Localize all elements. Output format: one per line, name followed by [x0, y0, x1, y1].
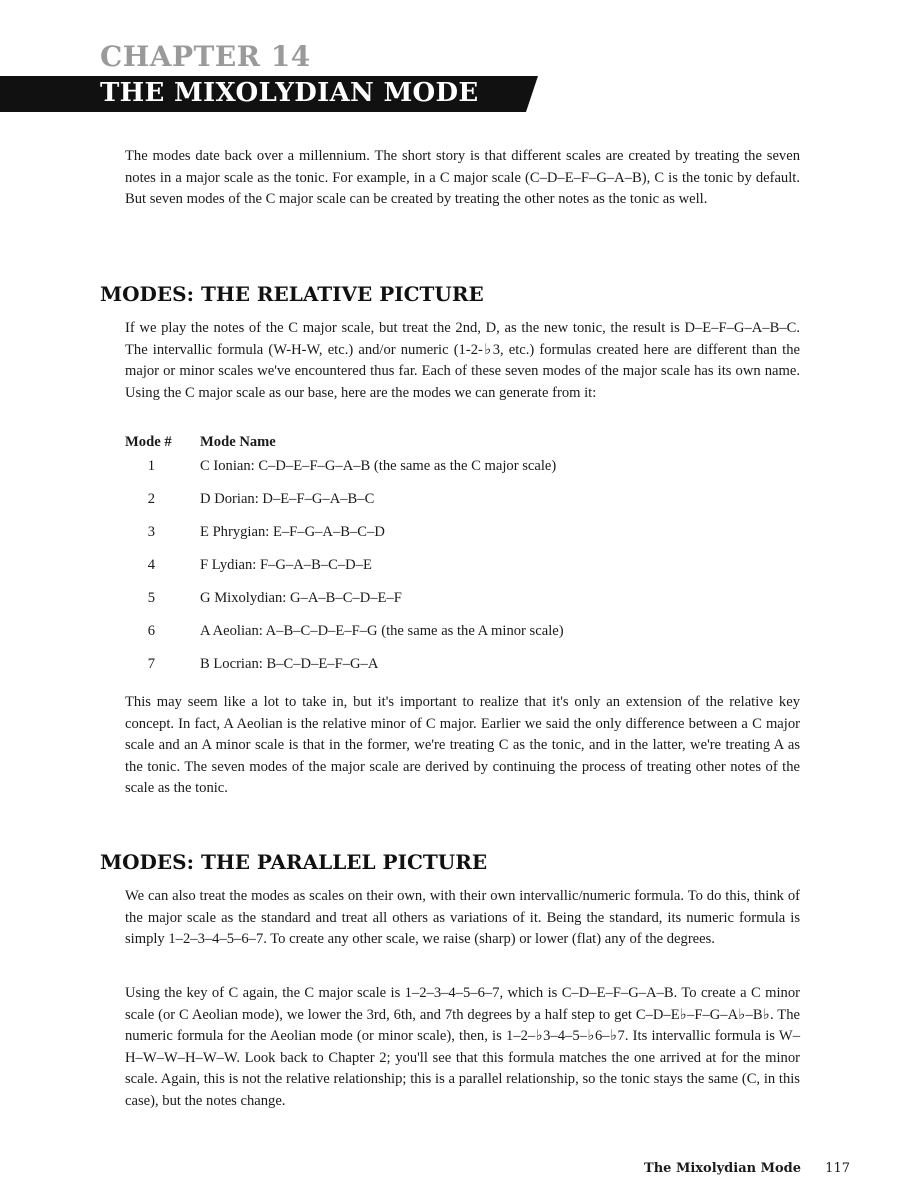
mode-name: C Ionian: C–D–E–F–G–A–B (the same as the C major scale) [200, 458, 557, 474]
chapter-title: THE MIXOLYDIAN MODE [100, 78, 479, 108]
mode-number: 4 [147, 557, 155, 573]
mode-row [125, 458, 564, 491]
section-heading-parallel: MODES: THE PARALLEL PICTURE [100, 850, 488, 874]
mode-number: 2 [147, 491, 155, 507]
mode-row [125, 524, 564, 557]
mode-table-header [125, 434, 564, 458]
mode-table [125, 434, 564, 689]
mode-name: F Lydian: F–G–A–B–C–D–E [200, 557, 372, 573]
mode-row [125, 590, 564, 623]
mode-name: G Mixolydian: G–A–B–C–D–E–F [200, 590, 402, 606]
chapter-number: CHAPTER 14 [100, 40, 311, 73]
mode-row [125, 623, 564, 656]
header-mode-name: Mode Name [200, 434, 276, 450]
relative-paragraph-2: This may seem like a lot to take in, but it's important to realize that it's only an extension of the relative key concept. In fact, A Aeolian is the relative minor of C major. Earlier we said the only difference between a C major scale and an A minor scale is that in the former, we're treating C as the tonic, and in the latter, we're treating A as the tonic. The seven modes of the major scale are derived by continuing the process of treating other notes of the scale as the tonic. [125, 694, 800, 796]
mode-number: 3 [147, 524, 155, 540]
section-heading-relative: MODES: THE RELATIVE PICTURE [100, 282, 484, 306]
relative-paragraph-1: If we play the notes of the C major scale, but treat the 2nd, D, as the new tonic, the result is D–E–F–G–A–B–C. The intervallic formula (W-H-W, etc.) and/or numeric (1-2-♭3, etc.) formulas created here are different than the major or minor scales we've encountered thus far. Each of these seven modes of the major scale has its own name. Using the C major scale as our base, here are the modes we can generate from it: [125, 320, 800, 401]
mode-name: A Aeolian: A–B–C–D–E–F–G (the same as the A minor scale) [200, 623, 564, 639]
running-title: The Mixolydian Mode [644, 1161, 802, 1176]
page-number: 117 [825, 1161, 850, 1176]
mode-name: D Dorian: D–E–F–G–A–B–C [200, 491, 375, 507]
mode-row [125, 491, 564, 524]
mode-number: 5 [147, 590, 155, 606]
mode-number: 6 [147, 623, 155, 639]
mode-number: 1 [147, 458, 155, 474]
page-footer [644, 1161, 850, 1176]
chapter-title-bar [0, 76, 526, 112]
mode-row [125, 557, 564, 590]
mode-name: B Locrian: B–C–D–E–F–G–A [200, 656, 379, 672]
mode-row [125, 656, 564, 689]
header-mode-number: Mode # [125, 434, 172, 450]
mode-number: 7 [147, 656, 155, 672]
parallel-paragraph-2: Using the key of C again, the C major scale is 1–2–3–4–5–6–7, which is C–D–E–F–G–A–B. To create a C minor scale (or C Aeolian mode), we lower the 3rd, 6th, and 7th degrees by a half step to get C–D–E♭–F–G–A♭–B♭. The numeric formula for the Aeolian mode (or minor scale), then, is 1–2–♭3–4–5–♭6–♭7. Its intervallic formula is W–H–W–W–H–W–W. Look back to Chapter 2; you'll see that this formula matches the one arrived at for the minor scale. Again, this is not the relative relationship; this is a parallel relationship, so the tonic stays the same (C, in this case), but the notes change. [125, 985, 800, 1109]
parallel-paragraph-1: We can also treat the modes as scales on their own, with their own intervallic/numeric formula. To do this, think of the major scale as the standard and treat all others as variations of it. Being the standard, its numeric formula is simply 1–2–3–4–5–6–7. To create any other scale, we raise (sharp) or lower (flat) any of the degrees. [125, 888, 800, 947]
intro-paragraph: The modes date back over a millennium. The short story is that different scales are created by treating the seven notes in a major scale as the tonic. For example, in a C major scale (C–D–E–F–G–A–B), C is the tonic by default. But seven modes of the C major scale can be created by treating the other notes as the tonic as well. [125, 148, 800, 207]
mode-name: E Phrygian: E–F–G–A–B–C–D [200, 524, 385, 540]
